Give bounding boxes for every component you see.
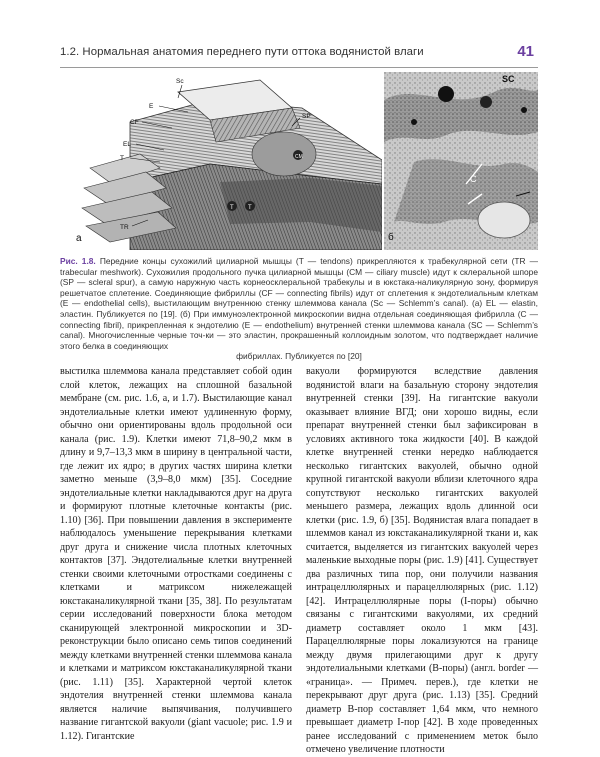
caption-label: Рис. 1.8. xyxy=(60,256,96,266)
label-cm: CM xyxy=(295,154,303,160)
label-el: EL xyxy=(123,141,131,148)
figure-panel-a xyxy=(60,72,382,250)
right-column xyxy=(306,365,538,757)
left-column xyxy=(60,365,292,743)
label-sc: SC xyxy=(502,74,515,84)
panel-b-letter: б xyxy=(388,232,394,243)
caption-last-line: фибриллах. Публикуется по [20] xyxy=(236,351,362,362)
right-column-text: вакуоли формируются вследствие давления водянистой влаги на базальную сторону эндотелия внутренней стенки [39]. На гигантские вакуоли оказывает влияние ВГД; они хорошо видны, если препарат внутренней стенки был зафиксирован в условиях активного тока жидкости [40]. В каждой клетке внутренней стенки нередко наблюдается несколько гигантских вакуолей, обычно одной крупной гигантской вакуоли вблизи клеточного ядра сопутствуют несколько гигантских вакуолей меньшего размера, лежащих вдоль длинной оси клетки (рис. 1.9, б) [35]. Водянистая влага попадает в шлеммов канал из юкстаканаликулярной ткани и, как считается, выделяется из гигантских вакуолей через маленькие выходные поры (рис. 1.9) [41]. Существует два различных типа пор, они получили названия интрацеллюлярных и парацеллюлярных (рис. 1.12) [42]. Интрацеллюлярные поры (I-поры) обычно связаны с гигантскими вакуолями, их средний диаметр составляет около 1 мкм [43]. Парацеллюлярные поры локализуются на границе между двумя прилегающими друг к другу эндотелиальными клетками (B-поры) (англ. border — «граница». — Примеч. перев.), где клетки не перекрывают друг друга (рис. 1.13) [35]. Средний диаметр B-пор составляет 1,64 мкм, что немного превышает диаметр I-пор [42]. В ходе проведенных ранее исследований с применением меток было отмечено увеличение плотности xyxy=(306,366,538,755)
running-header xyxy=(60,43,538,68)
label-e: E xyxy=(149,103,154,110)
figure-panel-b xyxy=(384,72,538,250)
label-sp: SP xyxy=(302,113,311,120)
label-tendon-2: T xyxy=(248,205,252,211)
panel-a-letter: а xyxy=(76,233,82,244)
header-rule xyxy=(60,67,538,68)
figure-caption xyxy=(60,256,538,362)
label-cf: CF xyxy=(130,119,139,126)
caption-text: Передние концы сухожилий цилиарной мышцы (T — tendons) прикрепляются к трабекулярной сети (TR — trabecular meshwork). Сухожилия продольного пучка цилиарной мышцы (CM — ciliary muscle) идут к склеральной шпоре (SP — scleral spur), а самую наружную часть корнеосклеральной трабекулы и в юкстака-наликулярную зону, формируя решетчатое сплетение. Соединяющие фибриллы (CF — connecting fibrils) идут от сплетения к эндотелиальным клеткам (E — endothelial cells), выстилающим внутреннюю стенку шлеммова канала (Sc — Schlemm’s canal). (a) EL — elastin, эластин. Публикуется по [19]. (б) При иммуноэлектронной микроскопии видна отдельная соединяющая фибрилла (C — connecting fibril), прикрепленная к эндотелию (E — endothelium) внутренней стенки шлеммова канала (SC — Schlemm’s canal). Многочисленные черные точ-ки — это эластин, прокрашенный коллоидным золотом, что подтверждает наличие этого белка в соединяющих xyxy=(60,256,538,351)
label-c: C xyxy=(470,174,477,184)
label-tr: TR xyxy=(120,224,129,231)
label-tendon-1: T xyxy=(230,205,234,211)
chapter-title: 1.2. Нормальная анатомия переднего пути оттока водянистой влаги xyxy=(60,46,424,58)
trabecular-meshwork-drawing xyxy=(60,72,382,250)
left-column-text: выстилка шлеммова канала представляет собой один слой клеток, лежащих на сплошной базальной мембране (см. рис. 1.6, а, и 1.7). Выстилающие канал эндотелиальные клетки имеют удлиненную форму, обычно они ориентированы вдоль продольной оси канала (рис. 1.9). Клетки имеют 71,8–90,2 мкм в длину и 9,7–13,3 мкм в ширину в центральной части, где лежит их ядро; в других частях ширина клетки заметно меньше (3,9–8,0 мкм) [35]. Соседние эндотелиальные клетки накладываются друг на друга и формируют плотные клеточные контакты (рис. 1.10) [36]. При повышении давления в эксперименте наблюдалось уменьшение перекрывания клетками друг друга и снижение числа плотных клеточных контактов [37]. Эндотелиальные клетки внутренней стенки своими клеточными отростками соединены с клетками и матриксом нижележащей юкстаканаликулярной ткани [35, 38]. По результатам серии исследований поверхности блока методом сканирующей электронной микроскопии и 3D-реконструкции было описано семь типов соединений между клетками внутренней стенки шлеммова канала и клетками и матриксом юкстаканаликулярной ткани (рис. 1.11) [35]. Характерной чертой клеток эндотелия внутренней стенки шлеммова канала является наличие выпячивания, получившего название гигантской вакуоли (giant vacuole; рис. 1.9 и 1.12). Гигантские xyxy=(60,366,292,742)
label-t: T xyxy=(120,155,124,162)
electron-micrograph xyxy=(384,72,538,250)
label-sc: Sc xyxy=(176,78,184,85)
page-number: 41 xyxy=(517,43,534,60)
